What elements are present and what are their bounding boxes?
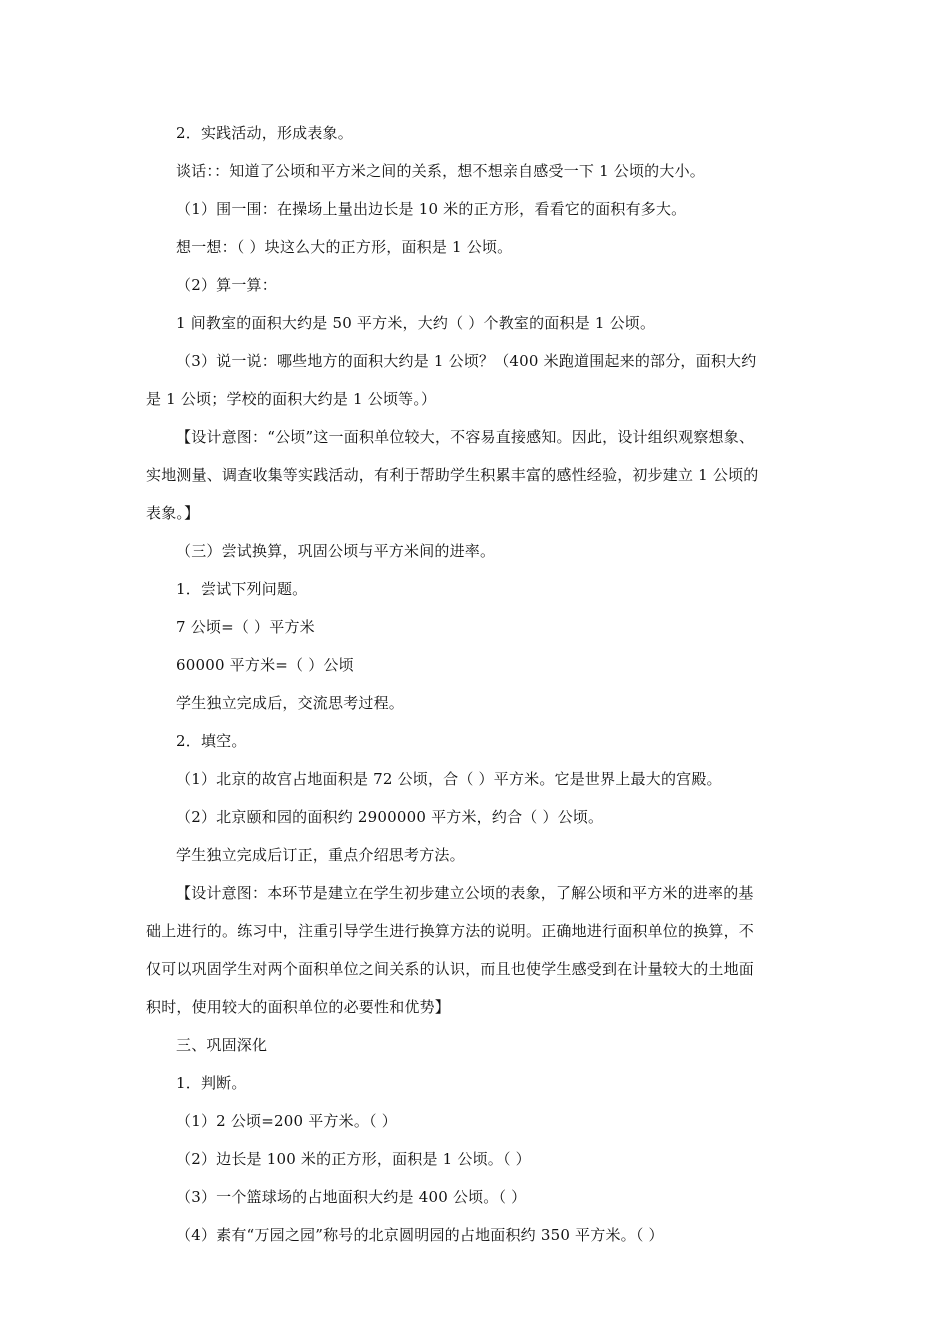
paragraph-classroom-area: 1 间教室的面积大约是 50 平方米，大约（ ）个教室的面积是 1 公顷。 xyxy=(176,314,656,332)
heading-judge: 1．判断。 xyxy=(176,1074,247,1092)
paragraph-independent: 学生独立完成后，交流思考过程。 xyxy=(176,694,405,712)
exercise-sqm-to-hectare: 60000 平方米=（ ）公顷 xyxy=(176,656,354,674)
item-discuss-line1: （3）说一说：哪些地方的面积大约是 1 公顷？（400 米跑道围起来的部分，面积大约 xyxy=(176,352,757,370)
design-intent-1-line2: 实地测量、调查收集等实践活动，有利于帮助学生积累丰富的感性经验，初步建立 1 公顷的 xyxy=(146,466,759,484)
design-intent-2-line2: 础上进行的。练习中，注重引导学生进行换算方法的说明。正确地进行面积单位的换算，不 xyxy=(146,922,755,940)
heading-conversion: （三）尝试换算，巩固公顷与平方米间的进率。 xyxy=(176,542,496,560)
judge-item-4: （4）素有“万园之园”称号的北京圆明园的占地面积约 350 平方米。（ ） xyxy=(176,1226,664,1244)
design-intent-1-line1: 【设计意图：“公顷”这一面积单位较大，不容易直接感知。因此，设计组织观察想象、 xyxy=(176,428,755,446)
design-intent-2-line1: 【设计意图：本环节是建立在学生初步建立公顷的表象，了解公顷和平方米的进率的基 xyxy=(176,884,754,902)
exercise-forbidden-city: （1）北京的故宫占地面积是 72 公顷，合（ ）平方米。它是世界上最大的宫殿。 xyxy=(176,770,722,788)
design-intent-1-line3: 表象。】 xyxy=(146,504,200,522)
design-intent-2-line3: 仅可以巩固学生对两个面积单位之间关系的认识，而且也使学生感受到在计量较大的土地面 xyxy=(146,960,755,978)
item-enclose: （1）围一围：在操场上量出边长是 10 米的正方形，看看它的面积有多大。 xyxy=(176,200,687,218)
judge-item-1: （1）2 公顷=200 平方米。（ ） xyxy=(176,1112,397,1130)
item-think: 想一想：（ ）块这么大的正方形，面积是 1 公顷。 xyxy=(176,238,513,256)
paragraph-correction: 学生独立完成后订正，重点介绍思考方法。 xyxy=(176,846,465,864)
exercise-summer-palace: （2）北京颐和园的面积约 2900000 平方米，约合（ ）公顷。 xyxy=(176,808,604,826)
judge-item-3: （3）一个篮球场的占地面积大约是 400 公顷。（ ） xyxy=(176,1188,527,1206)
exercise-hectare-to-sqm: 7 公顷=（ ）平方米 xyxy=(176,618,315,636)
judge-item-2: （2）边长是 100 米的正方形，面积是 1 公顷。（ ） xyxy=(176,1150,531,1168)
heading-try-problems: 1．尝试下列问题。 xyxy=(176,580,308,598)
design-intent-2-line4: 积时，使用较大的面积单位的必要性和优势】 xyxy=(146,998,451,1016)
item-calculate: （2）算一算： xyxy=(176,276,277,294)
heading-fill-blank: 2．填空。 xyxy=(176,732,247,750)
heading-consolidate: 三、巩固深化 xyxy=(176,1036,268,1054)
paragraph-talk: 谈话：：知道了公顷和平方米之间的关系，想不想亲自感受一下 1 公顷的大小。 xyxy=(176,162,705,180)
item-discuss-line2: 是 1 公顷；学校的面积大约是 1 公顷等。） xyxy=(146,390,437,408)
heading-practice-activity: 2．实践活动，形成表象。 xyxy=(176,124,353,142)
